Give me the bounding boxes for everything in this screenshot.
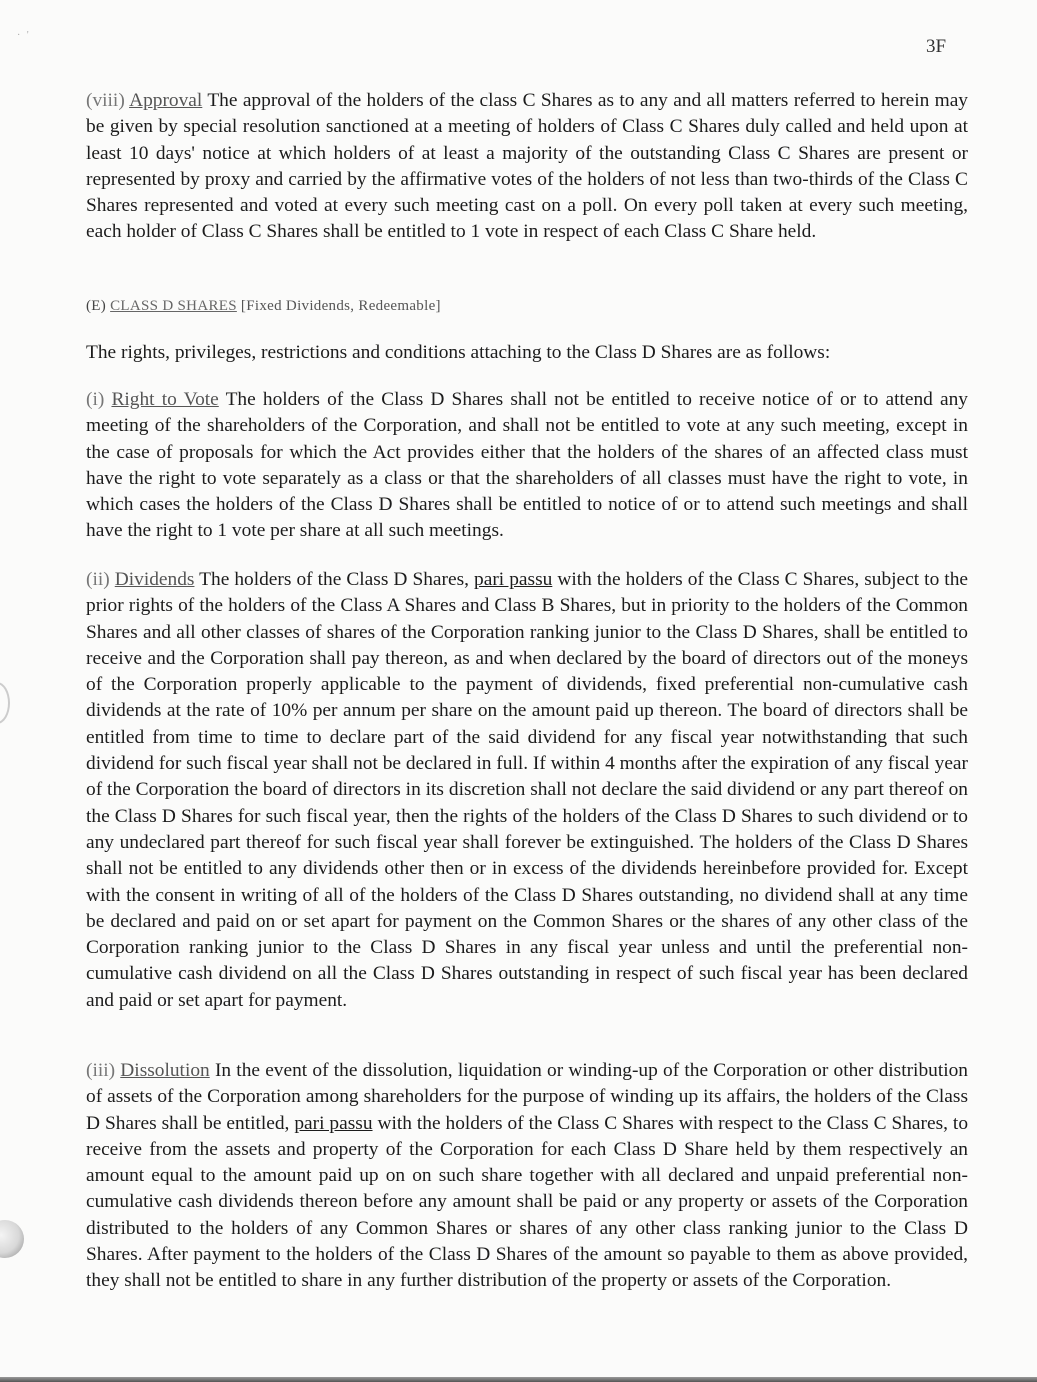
scan-artifact-mark: · ' [17, 30, 31, 41]
paragraph-dissolution [86, 1058, 968, 1295]
clause-text: The holders of the Class D Shares shall not be entitled to receive notice of or to attend any meeting of the shareholders of the Corporation, and shall not be entitled to vote at any such meeting, except in the case of proposals for which the Act provides either that the holders of the shares of an affected class must have the right to vote separately as a class or that the shareholders of all classes must have the right to vote, in which cases the holders of the Class D Shares shall be entitled to notice of or to attend such meetings and shall have the right to 1 vote per share at all such meetings. [86, 389, 969, 542]
pari-passu-term: pari passu [294, 1112, 373, 1134]
clause-text: The approval of the holders of the class C Shares as to any and all matters referred to herein may be given by special resolution sanctioned at a meeting of holders of Class C Shares duly called and held upon at least 10 days' notice at which holders of at least a majority of the outstanding Class C Shares are present or represented by proxy and carried by the affirmative votes of the holders of not less than two-thirds of the Class C Shares represented and voted at every such meeting cast on a poll. On every poll taken at every such meeting, each holder of Class C Shares shall be entitled to 1 vote in respect of each Class C Share held. [86, 90, 969, 243]
section-number: (E) [86, 298, 107, 314]
clause-text: with the holders of the Class C Shares with respect to the Class C Shares, to receive from the assets and property of the Corporation for each Class D Share held by them respectively an amount equal to the amount paid up on on such share together with all declared and unpaid preferential non-cumulative cash dividends thereon before any amount shall be paid or any property or assets of the Corporation distributed to the holders of any Common Shares or shares of any other class ranking junior to the Class D Shares. After payment to the holders of the Class D Shares of the amount so payable to them as above provided, they shall not be entitled to share in any further distribution of the property or assets of the Corporation. [86, 1112, 969, 1292]
page-bottom-edge [0, 1377, 1037, 1382]
section-heading-class-d [86, 298, 441, 315]
clause-number: (iii) [86, 1060, 116, 1081]
section-title: CLASS D SHARES [110, 298, 237, 314]
clause-heading-dividends: Dividends [114, 569, 195, 590]
paragraph-dividends [86, 567, 968, 1014]
binder-hole-shadow-icon [0, 682, 10, 724]
clause-text: In the event of the dissolution, liquidation or winding-up of the Corporation or other distribution of assets of the Corporation among shareholders for the purpose of winding up its affairs, the holders of the Class D Shares shall be entitled, [86, 1060, 969, 1134]
clause-number: (i) [86, 389, 105, 410]
intro-sentence: The rights, privileges, restrictions and conditions attaching to the Class D Shares are as follows: [86, 342, 831, 363]
clause-heading-dissolution: Dissolution [120, 1060, 210, 1081]
clause-text: with the holders of the Class C Shares, subject to the prior rights of the holders of the Class A Shares and Class B Shares, but in priority to the holders of the Common Shares and all other classes of shares of the Corporation ranking junior to the Class D Shares, shall be entitled to receive and the Corporation shall pay thereon, as and when declared by the board of directors out of the moneys of the Corporation properly applicable to the payment of dividends, fixed preferential non-cumulative cash dividends at the rate of 10% per annum per share on the amount paid up thereon. The board of directors shall be entitled from time to time to declare part of the said dividend for any fiscal year notwithstanding that such dividend for such fiscal year shall not be declared in full. If within 4 months after the expiration of any fiscal year of the Corporation the board of directors in its discretion shall not declare the said dividend or any part thereof on the Class D Shares for such fiscal year, then the rights of the holders of the Class D Shares to such dividend or to any undeclared part thereof for such fiscal year shall forever be extinguished. The holders of the Class D Shares shall not be entitled to any dividends other then or in excess of the dividends hereinbefore provided for. Except with the consent in writing of all of the holders of the Class D Shares outstanding, no dividend shall at any time be declared and paid on or set apart for payment on the Common Shares or the shares of any other class of the Corporation ranking junior to the Class D Shares in any fiscal year unless and until the preferential non-cumulative cash dividend on all the Class D Shares outstanding in respect of such fiscal year has been declared and paid or set apart for payment. [86, 569, 968, 1011]
clause-text: The holders of the Class D Shares, [199, 569, 469, 590]
paragraph-approval [86, 88, 968, 246]
page-number: 3F [926, 36, 947, 57]
clause-heading-right-to-vote: Right to Vote [111, 389, 219, 410]
clause-number: (ii) [86, 569, 110, 590]
clause-number: (viii) [86, 90, 125, 111]
binder-hole-icon [0, 1220, 24, 1258]
paragraph-right-to-vote [86, 387, 968, 545]
pari-passu-term: pari passu [474, 569, 553, 590]
clause-heading-approval: Approval [129, 90, 203, 111]
section-subtitle: [Fixed Dividends, Redeemable] [240, 298, 441, 314]
